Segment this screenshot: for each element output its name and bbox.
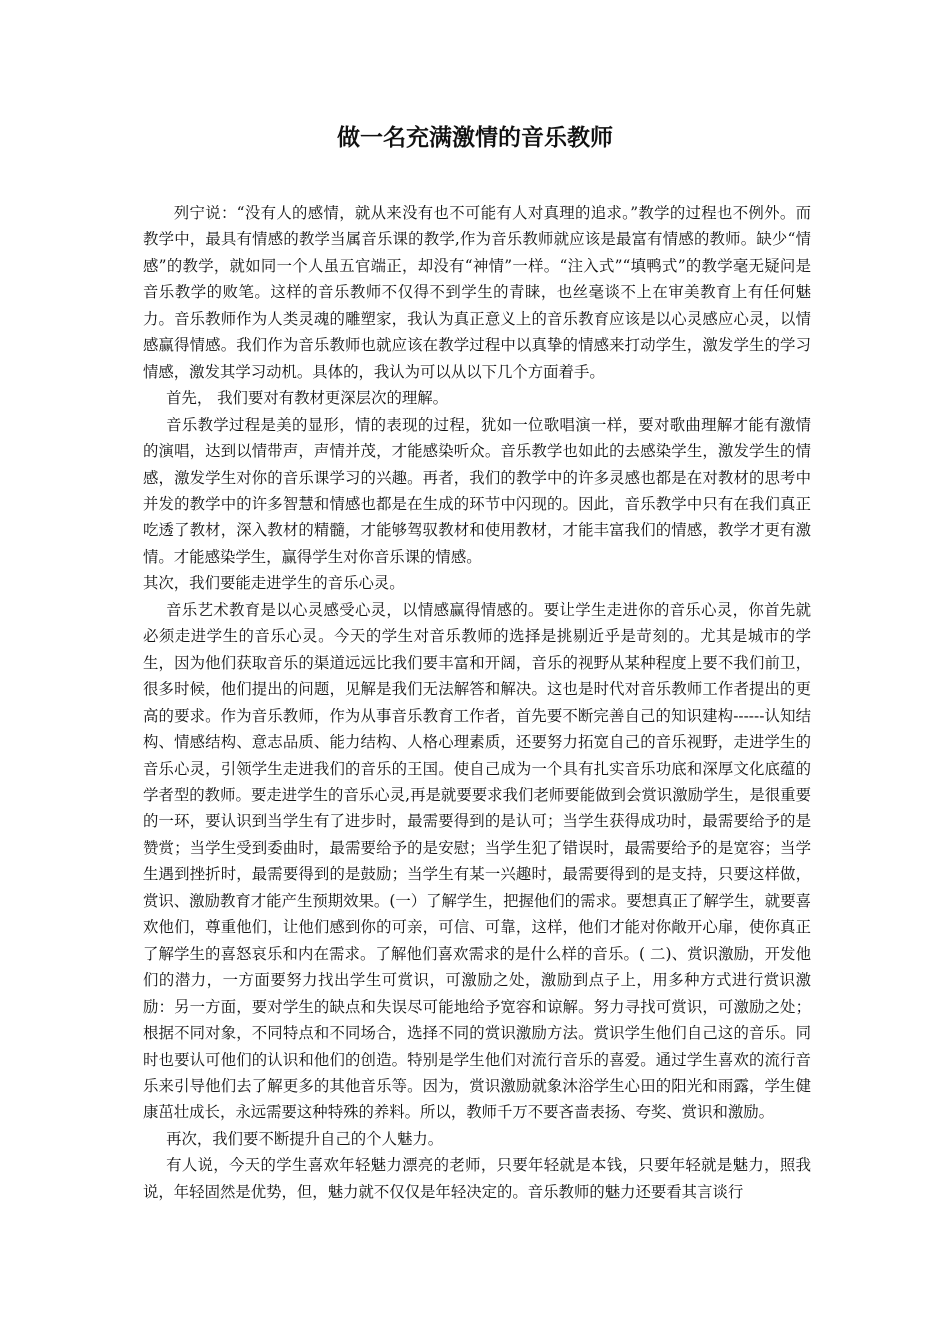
paragraph-heading-first: 首先， 我们要对有教材更深层次的理解。 <box>166 389 449 408</box>
paragraph-heading-third: 再次，我们要不断提升自己的个人魅力。 <box>166 1129 444 1148</box>
paragraph-heading-second: 其次，我们要能走进学生的音乐心灵。 <box>143 574 405 593</box>
paragraph-intro: 列宁说：“没有人的感情，就从来没有也不可能有人对真理的追求。”教学的过程也不例外。而教学中，最具有情感的教学当属音乐课的教学,作为音乐教师就应该是最富有情感的教师。缺少“情感”的教学，就如同一个人虽五官端正，却没有“神情”一样。“注入式”“填鸭式”的教学毫无疑问是音乐教学的败笔。这样的音乐教师不仅得不到学生的青睐，也丝毫谈不上在审美教育上有任何魅力。音乐教师作为人类灵魂的雕塑家，我认为真正意义上的音乐教育应该是以心灵感应心灵，以情感赢得情感。我们作为音乐教师也就应该在教学过程中以真挚的情感来打动学生，激发学生的学习情感，激发其学习动机。具体的，我认为可以从以下几个方面着手。 <box>143 204 811 381</box>
paragraph-first-body: 音乐教学过程是美的显形，情的表现的过程，犹如一位歌唱演一样，要对歌曲理解才能有激情的演唱，达到以情带声，声情并茂，才能感染听众。音乐教学也如此的去感染学生，激发学生的情感，激发学生对你的音乐课学习的兴趣。再者，我们的教学中的许多灵感也都是在对教材的思考中并发的教学中的许多智慧和情感也都是在生成的环节中闪现的。因此，音乐教学中只有在我们真正吃透了教材，深入教材的精髓，才能够驾驭教材和使用教材，才能丰富我们的情感，教学才更有激情。才能感染学生，赢得学生对你音乐课的情感。 <box>143 415 811 566</box>
document-body <box>143 200 811 1205</box>
paragraph-second-body: 音乐艺术教育是以心灵感受心灵，以情感赢得情感的。要让学生走进你的音乐心灵，你首先就必须走进学生的音乐心灵。今天的学生对音乐教师的选择是挑剔近乎是苛刻的。尤其是城市的学生，因为他们获取音乐的渠道远远比我们要丰富和开阔，音乐的视野从某种程度上要不我们前卫，很多时候，他们提出的问题，见解是我们无法解答和解决。这也是时代对音乐教师工作者提出的更高的要求。作为音乐教师，作为从事音乐教育工作者，首先要不断完善自己的知识建构------认知结构、情感结构、意志品质、能力结构、人格心理素质，还要努力拓宽自己的音乐视野，走进学生的音乐心灵，引领学生走进我们的音乐的王国。使自己成为一个具有扎实音乐功底和深厚文化底蕴的学者型的教师。要走进学生的音乐心灵,再是就要要求我们老师要能做到会赏识激励学生，是很重要的一环，要认识到当学生有了进步时，最需要得到的是认可；当学生获得成功时，最需要给予的是赞赏；当学生受到委曲时，最需要给予的是安慰；当学生犯了错误时，最需要给予的是宽容；当学生遇到挫折时，最需要得到的是鼓励；当学生有某一兴趣时，最需要得到的是支持，只要这样做，赏识、激励教育才能产生预期效果。(一）了解学生，把握他们的需求。要想真正了解学生，就要喜欢他们，尊重他们，让他们感到你的可亲，可信、可靠，这样，他们才能对你敞开心扉，使你真正了解学生的喜怒哀乐和内在需求。了解他们喜欢需求的是什么样的音乐。( 二)、赏识激励，开发他们的潜力，一方面要努力找出学生可赏识，可激励之处，激励到点子上，用多种方式进行赏识激励：另一方面，要对学生的缺点和失误尽可能地给予宽容和谅解。努力寻找可赏识，可激励之处；根据不同对象，不同特点和不同场合，选择不同的赏识激励方法。赏识学生他们自己这的音乐。同时也要认可他们的认识和他们的创造。特别是学生他们对流行音乐的喜爱。通过学生喜欢的流行音乐来引导他们去了解更多的其他音乐等。因为，赏识激励就象沐浴学生心田的阳光和雨露，学生健康茁壮成长，永远需要这种特殊的养料。所以，教师千万不要吝啬表扬、夸奖、赏识和激励。 <box>143 600 811 1122</box>
document-title: 做一名充满激情的音乐教师 <box>337 124 613 151</box>
paragraph-third-body: 有人说，今天的学生喜欢年轻魅力漂亮的老师，只要年轻就是本钱，只要年轻就是魅力，照我说，年轻固然是优势，但，魅力就不仅仅是年轻决定的。音乐教师的魅力还要看其言谈行 <box>143 1156 811 1201</box>
